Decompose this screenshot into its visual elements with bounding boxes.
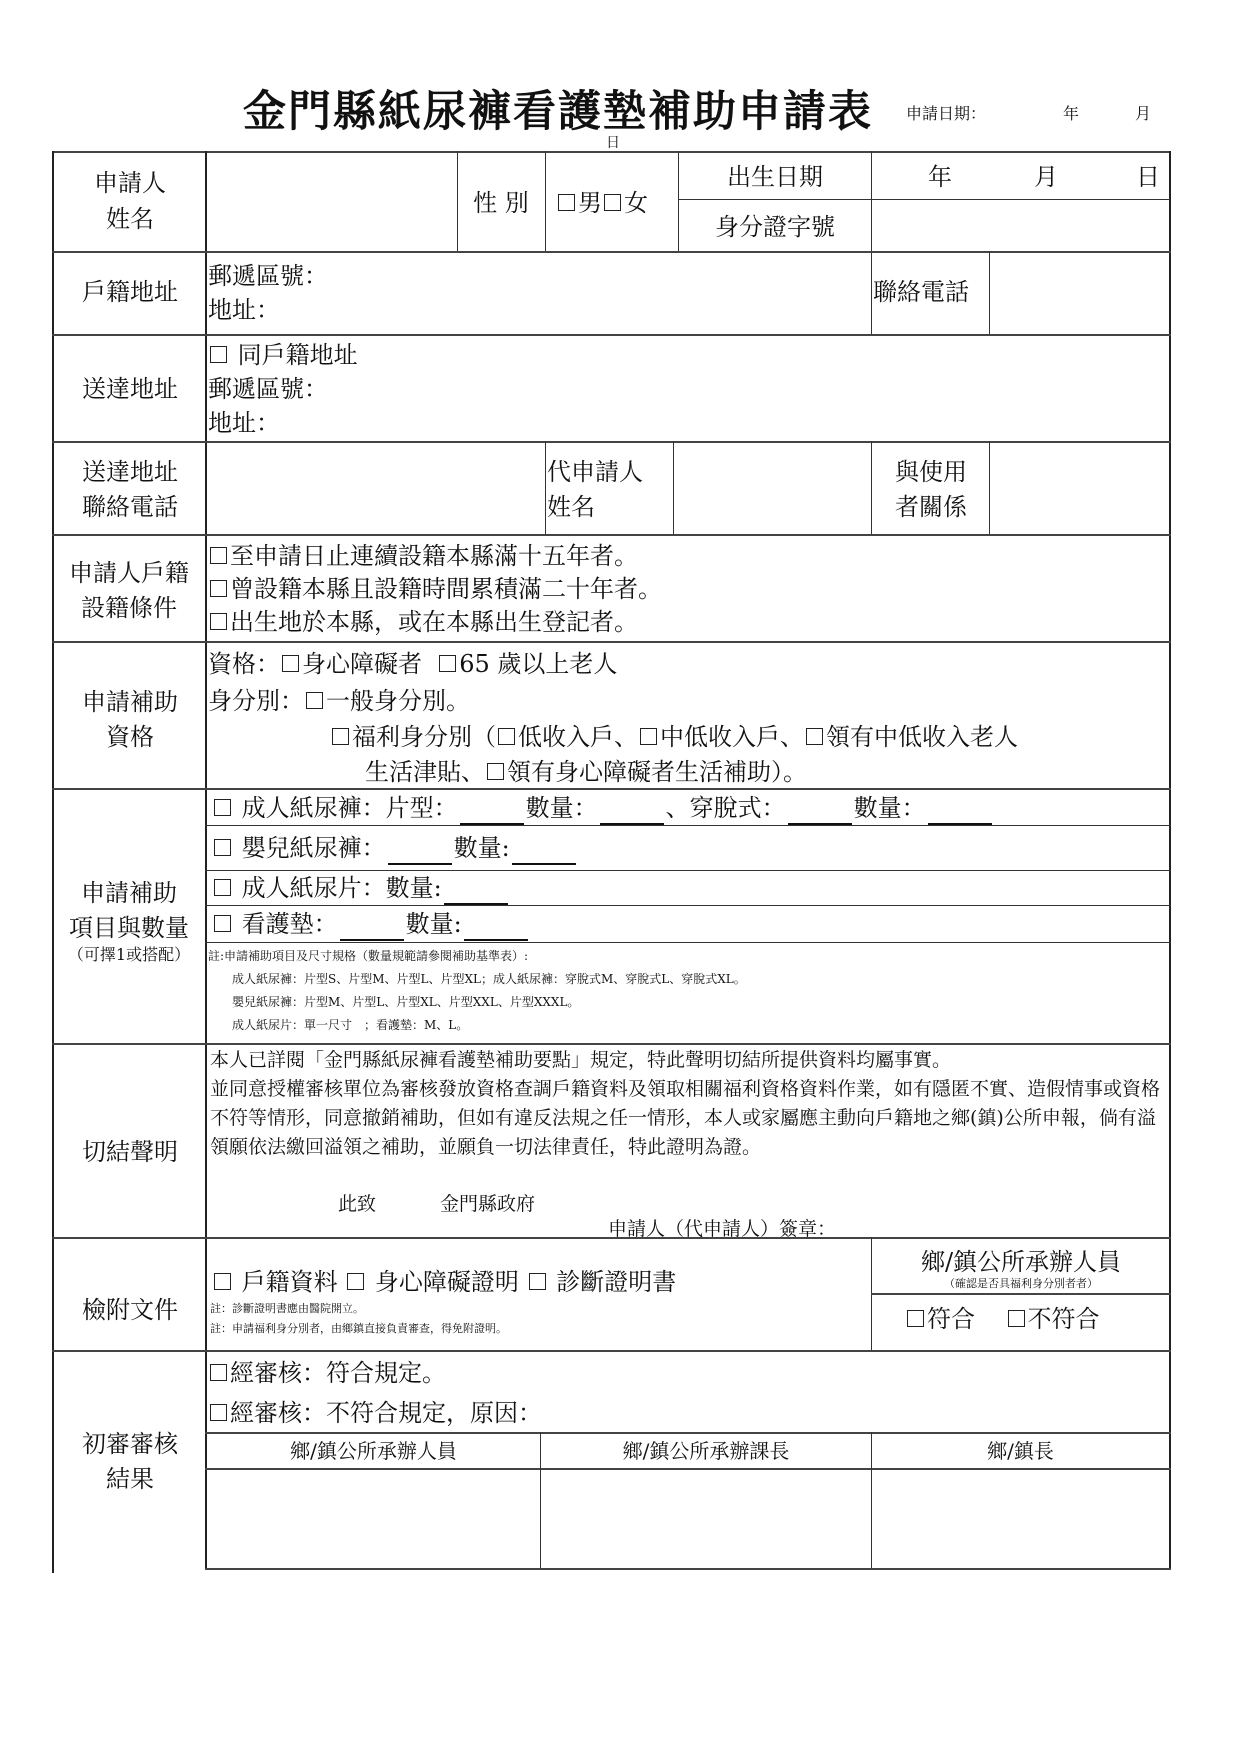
qual-disabled-checkbox[interactable] (282, 655, 299, 672)
delivery-postal-label[interactable]: 郵遞區號： (208, 375, 328, 403)
adult-pad-label: 成人紙尿片：數量: (241, 874, 442, 902)
adult-pad-row (212, 871, 510, 905)
form-title: 金門縣紙尿褲看護墊補助申請表 (243, 87, 873, 137)
welfare-disabled-label: 領有身心障礙者生活補助）。 (507, 758, 807, 786)
household-address-label: 戶籍地址 (82, 278, 178, 306)
same-as-household-checkbox[interactable] (210, 346, 227, 363)
id-number-input[interactable] (873, 201, 1168, 250)
disability-doc-label: 身心障礙證明 (374, 1268, 519, 1296)
adult-pad-qty-input[interactable] (444, 881, 508, 905)
attachments-options (212, 1265, 676, 1299)
delivery-phone-label-2: 聯絡電話 (82, 493, 178, 521)
household-postal-label[interactable]: 郵遞區號： (208, 262, 328, 290)
officer-title: 鄉/鎮公所承辦人員 (920, 1248, 1122, 1276)
gender-female-checkbox[interactable] (604, 194, 621, 211)
items-label-2: 項目與數量 (69, 914, 189, 942)
diagnosis-doc-label: 診斷證明書 (556, 1268, 677, 1296)
pullup-size-input[interactable] (788, 801, 852, 825)
gender-label: 性 別 (473, 189, 529, 217)
declaration-label: 切結聲明 (82, 1138, 178, 1166)
adult-diaper-checkbox[interactable] (214, 799, 231, 816)
same-as-household-label: 同戶籍地址 (237, 341, 358, 369)
review-approved-label: 經審核：符合規定。 (230, 1359, 446, 1387)
applicant-name-label-1: 申請人 (94, 169, 166, 197)
adult-diaper-qty-label: 數量： (525, 794, 598, 822)
not-match-label: 不符合 (1027, 1305, 1100, 1333)
items-label-1: 申請補助 (81, 879, 177, 907)
review-column-mayor: 鄉/鎮長 (987, 1439, 1054, 1463)
residency-checkbox-2[interactable] (210, 580, 227, 597)
attachments-label: 檢附文件 (82, 1296, 178, 1324)
gender-male-checkbox[interactable] (558, 194, 575, 211)
disability-doc-checkbox[interactable] (347, 1273, 364, 1290)
officer-check-row (905, 1302, 1100, 1336)
declaration-to-label: 此致 (338, 1193, 377, 1215)
review-rejected-row (208, 1396, 542, 1430)
delivery-address-field[interactable]: 地址： (208, 409, 280, 437)
status-general-label: 一般身分別。 (326, 687, 470, 715)
application-date-label: 申請日期： (906, 104, 987, 123)
residency-option-text-3: 出生地於本縣，或在本縣出生登記者。 (230, 608, 638, 636)
baby-diaper-label: 嬰兒紙尿褲： (241, 834, 386, 862)
baby-diaper-qty-input[interactable] (512, 841, 576, 865)
review-approved-checkbox[interactable] (210, 1364, 227, 1381)
proxy-name-label-2: 姓名 (547, 493, 595, 521)
welfare-midlow-label: 中低收入戶、 (660, 723, 804, 751)
application-date-day: 日 (606, 135, 620, 151)
eligibility-label-2: 資格 (106, 723, 154, 751)
review-label-1: 初審審核 (82, 1430, 178, 1458)
baby-diaper-checkbox[interactable] (214, 839, 231, 856)
relation-label-2: 者關係 (895, 493, 967, 521)
diagnosis-doc-checkbox[interactable] (529, 1273, 546, 1290)
welfare-elder-checkbox[interactable] (806, 728, 823, 745)
relation-label-1: 與使用 (895, 458, 967, 486)
nursing-pad-checkbox[interactable] (214, 915, 231, 932)
review-rejected-checkbox[interactable] (210, 1404, 227, 1421)
declaration-line-1: 本人已詳閱「金門縣紙尿褲看護墊補助要點」規定，特此聲明切結所提供資料均屬事實。 (210, 1049, 952, 1071)
pullup-qty-label: 數量： (853, 794, 926, 822)
qual-elder-checkbox[interactable] (439, 655, 456, 672)
baby-diaper-size-input[interactable] (388, 841, 452, 865)
qual-elder-label: 65 歲以上老人 (459, 650, 618, 678)
officer-subtitle: （確認是否具福利身分別者者） (944, 1277, 1098, 1290)
birth-date-label: 出生日期 (727, 163, 823, 191)
items-note-title: 註:申請補助項目及尺寸規格（數量規範請參閱補助基準表）: (208, 949, 529, 963)
welfare-elder-label: 領有中低收入老人 (826, 723, 1018, 751)
welfare-low-checkbox[interactable] (498, 728, 515, 745)
match-checkbox[interactable] (907, 1310, 924, 1327)
welfare-midlow-checkbox[interactable] (640, 728, 657, 745)
nursing-pad-qty-input[interactable] (464, 917, 528, 941)
residency-checkbox-3[interactable] (210, 613, 227, 630)
household-phone-label: 聯絡電話 (873, 278, 969, 306)
items-label-3: （可擇1或搭配） (67, 945, 191, 964)
application-date-month: 月 (1135, 104, 1152, 123)
status-general-checkbox[interactable] (306, 692, 323, 709)
items-note-line: 成人紙尿片：單一尺寸 ；看護墊：M、L。 (232, 1018, 469, 1032)
nursing-pad-size-input[interactable] (340, 917, 404, 941)
residency-option-text-2: 曾設籍本縣且設籍時間累積滿二十年者。 (230, 575, 662, 603)
residency-option-3[interactable] (208, 605, 638, 639)
applicant-name-label-2: 姓名 (106, 205, 154, 233)
eligibility-label-1: 申請補助 (82, 688, 178, 716)
delivery-phone-input[interactable] (207, 443, 544, 533)
signature-label[interactable]: 申請人（代申請人）簽章： (608, 1218, 837, 1240)
match-label: 符合 (927, 1305, 975, 1333)
birth-year[interactable]: 年 (928, 163, 952, 191)
baby-diaper-qty-label: 數量: (453, 834, 510, 862)
adult-pad-checkbox[interactable] (214, 879, 231, 896)
household-address-field[interactable]: 地址： (208, 296, 280, 324)
attachments-note-1: 註：診斷證明書應由醫院開立。 (210, 1302, 364, 1315)
birth-month[interactable]: 月 (1034, 163, 1058, 191)
adult-diaper-row (212, 791, 994, 825)
gender-female-label: 女 (624, 189, 648, 217)
delivery-phone-label-1: 送達地址 (82, 458, 178, 486)
review-rejected-label: 經審核：不符合規定，原因： (230, 1399, 542, 1427)
residency-label-2: 設籍條件 (81, 594, 177, 622)
applicant-name-input[interactable] (207, 153, 456, 250)
welfare-low-label: 低收入戶、 (518, 723, 638, 751)
residency-checkbox-1[interactable] (210, 547, 227, 564)
qualification-label: 資格： (208, 650, 280, 678)
adult-diaper-tab-size-input[interactable] (460, 801, 524, 825)
adult-diaper-label: 成人紙尿褲：片型： (241, 794, 458, 822)
residency-option-1[interactable] (208, 539, 638, 573)
residency-option-2[interactable] (208, 572, 662, 606)
mayor-signature-box[interactable] (873, 1470, 1168, 1567)
gender-male-label: 男 (578, 189, 602, 217)
nursing-pad-qty-label: 數量: (405, 910, 462, 938)
baby-diaper-row (212, 831, 578, 865)
items-note-line: 嬰兒紙尿褲：片型M、片型L、片型XL、片型XXL、片型XXXL。 (232, 995, 580, 1009)
welfare-row (330, 720, 1018, 754)
application-date-year: 年 (1063, 104, 1080, 123)
welfare-elder-label-cont: 生活津貼、 (365, 758, 485, 786)
review-approved-row (208, 1356, 446, 1390)
status-row (208, 684, 470, 718)
nursing-pad-label: 看護墊： (241, 910, 338, 938)
residency-option-text-1: 至申請日止連續設籍本縣滿十五年者。 (230, 542, 638, 570)
section-chief-signature-box[interactable] (542, 1470, 870, 1567)
attachments-note-2: 註：申請福利身分別者，由鄉鎮直接負責審查，得免附證明。 (210, 1322, 507, 1335)
household-doc-label: 戶籍資料 (241, 1268, 338, 1296)
review-column-section-chief: 鄉/鎮公所承辦課長 (622, 1439, 790, 1463)
proxy-name-label-1: 代申請人 (547, 458, 643, 486)
proxy-name-input[interactable] (675, 443, 870, 533)
household-doc-checkbox[interactable] (214, 1273, 231, 1290)
welfare-disabled-checkbox[interactable] (487, 763, 504, 780)
qualification-row (208, 647, 617, 681)
review-label-2: 結果 (106, 1465, 154, 1493)
qual-disabled-label: 身心障礙者 (302, 650, 422, 678)
same-as-household-option[interactable] (208, 338, 358, 372)
id-number-label: 身分證字號 (715, 213, 835, 241)
gender-options (556, 186, 648, 220)
household-phone-input[interactable] (991, 253, 1168, 333)
adult-diaper-tab-qty-input[interactable] (600, 801, 664, 825)
status-welfare-checkbox[interactable] (332, 728, 349, 745)
status-label: 身分別： (208, 687, 304, 715)
welfare-row-2 (365, 755, 807, 789)
declaration-line-2: 並同意授權審核單位為審核發放資格查調戶籍資料及領取相關福利資格資料作業，如有隱匿不實、造假情事或資格不符等情形，同意撤銷補助，但如有違反法規之任一情形，本人或家屬應主動向戶籍地之鄉(鎮)公所申報，倘有溢領願依法繳回溢領之補助，並願負一切法律責任，特此證明為證。 (210, 1078, 1161, 1158)
status-welfare-label: 福利身分別（ (352, 723, 496, 751)
not-match-checkbox[interactable] (1008, 1310, 1025, 1327)
declaration-to-value: 金門縣政府 (440, 1193, 536, 1215)
review-column-officer: 鄉/鎮公所承辦人員 (290, 1439, 457, 1463)
birth-day[interactable]: 日 (1136, 163, 1160, 191)
nursing-pad-row (212, 907, 530, 941)
residency-label-1: 申請人戶籍 (69, 559, 189, 587)
officer-signature-box[interactable] (207, 1470, 539, 1567)
pullup-qty-input[interactable] (928, 801, 992, 825)
relation-input[interactable] (991, 443, 1168, 533)
delivery-address-label: 送達地址 (82, 375, 178, 403)
items-note-line: 成人紙尿褲：片型S、片型M、片型L、片型XL；成人紙尿褲：穿脫式M、穿脫式L、穿脫式XL。 (232, 972, 746, 986)
pullup-label: 、穿脫式： (665, 794, 786, 822)
